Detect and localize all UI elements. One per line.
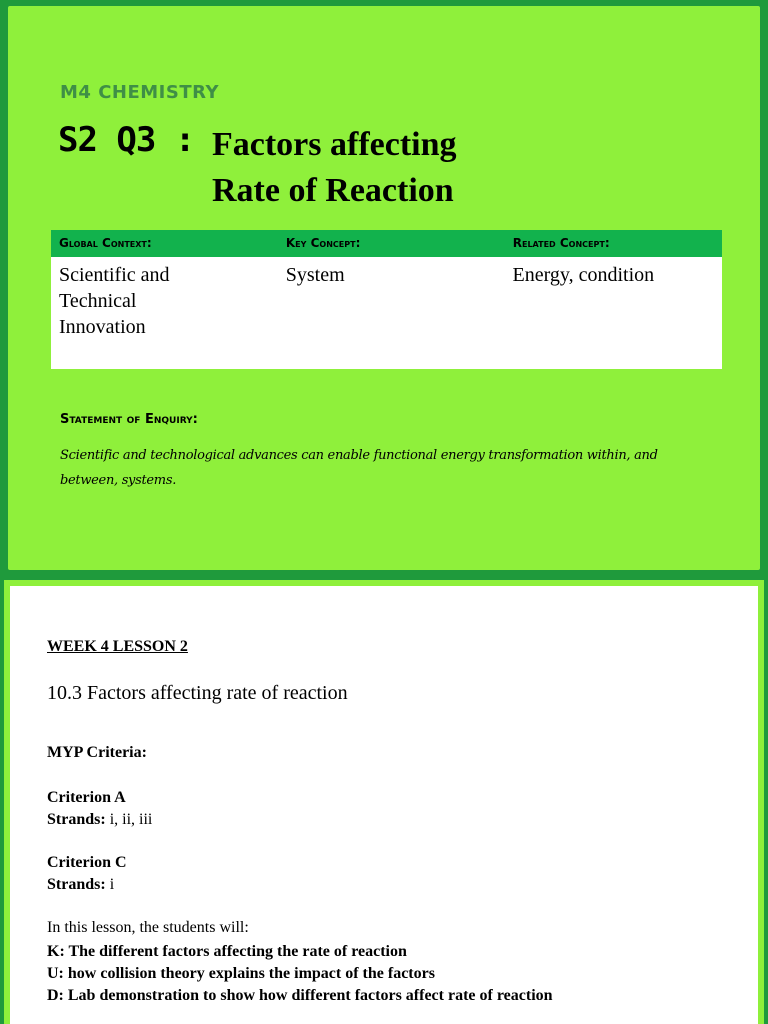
unit-title-line-2: Rate of Reaction — [212, 172, 454, 209]
lesson-objectives — [47, 941, 553, 1007]
statement-of-enquiry-text: Scientific and technological advances can enable functional energy transformation within, and between, systems. — [60, 448, 658, 488]
cell-global-context — [51, 257, 278, 369]
cell-global-context-line-2: Technical — [59, 290, 137, 312]
cell-global-context-line-1: Scientific and — [59, 264, 170, 286]
criterion-a-name: Criterion A — [47, 789, 126, 806]
header-global-context: Global Context: — [59, 236, 152, 250]
unit-code: S2 Q3 : — [58, 120, 195, 160]
cell-related-concept: Energy, condition — [512, 264, 655, 286]
criterion-a-strands-label: Strands: — [47, 811, 106, 828]
lesson-title: 10.3 Factors affecting rate of reaction — [47, 682, 348, 704]
criterion-c — [47, 852, 127, 896]
criterion-c-name: Criterion C — [47, 854, 127, 871]
lesson-intro: In this lesson, the students will: — [47, 919, 249, 936]
cell-global-context-line-3: Innovation — [59, 316, 146, 338]
header-related-concept: Related Concept: — [512, 236, 610, 250]
criterion-c-strands-label: Strands: — [47, 876, 106, 893]
objective-doing: D: Lab demonstration to show how different factors affect rate of reaction — [47, 987, 553, 1004]
header-key-concept: Key Concept: — [285, 236, 361, 250]
unit-title-line-1: Factors affecting — [212, 126, 457, 163]
context-table-header — [51, 230, 722, 257]
week-lesson-heading: WEEK 4 LESSON 2 — [47, 638, 188, 655]
cell-key-concept: System — [285, 264, 345, 286]
unit-title — [212, 122, 457, 214]
myp-criteria-heading: MYP Criteria: — [47, 744, 147, 761]
criterion-a — [47, 787, 152, 831]
objective-knowledge: K: The different factors affecting the rate of reaction — [47, 943, 407, 960]
subject-label: M4 CHEMISTRY — [60, 82, 220, 103]
statement-of-enquiry-label: Statement of Enquiry: — [60, 412, 198, 427]
context-table-row — [51, 257, 722, 369]
criterion-c-strands: i — [105, 876, 115, 893]
context-table — [51, 230, 722, 369]
criterion-a-strands: i, ii, iii — [105, 811, 153, 828]
objective-understanding: U: how collision theory explains the impact of the factors — [47, 965, 435, 982]
